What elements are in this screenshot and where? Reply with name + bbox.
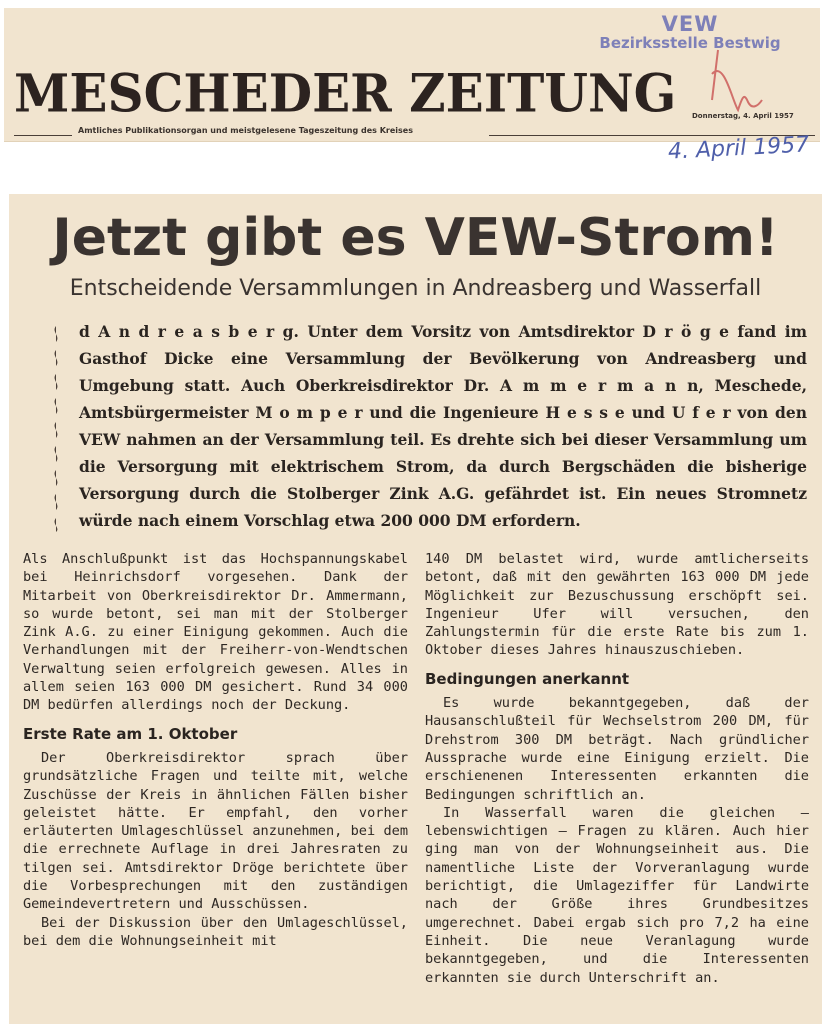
stamp-office: Bezirksstelle Bestwig	[599, 34, 781, 52]
article-headline: Jetzt gibt es VEW-Strom!	[52, 208, 779, 268]
issue-date: Donnerstag, 4. April 1957	[692, 112, 794, 120]
handwritten-date: 4. April 1957	[667, 132, 810, 165]
handwritten-initials-icon	[698, 40, 778, 120]
article-column-left	[23, 550, 408, 950]
article-lead: d A n d r e a s b e r g. Unter dem Vorsitz von Amtsdirektor D r ö g e fand im Gasthof Dicke eine Versammlung der Bevölkerung von Andreasberg und Umgebung statt. Auch Oberkreisdirektor Dr. A m m e r m a n n, Meschede, Amtsbürgermeister M o m p e r und die Ingenieure H e s s e und U f e r von den VEW nahmen an der Versammlung teil. Es drehte sich bei dieser Versammlung um die Versorgung mit elektrischem Strom, da durch Bergschäden die bisherige Versorgung durch die Stolberger Zink A.G. gefährdet ist. Ein neues Stromnetz würde nach einem Vorschlag etwa 200 000 DM erfordern.	[79, 322, 807, 530]
stamp-org: VEW	[661, 12, 719, 36]
paragraph: Als Anschlußpunkt ist das Hochspannungskabel bei Heinrichsdorf vorgesehen. Dank der Mitarbeit von Oberkreisdirektor Dr. Ammermann, so wurde betont, sei man mit der Stolberger Zink A.G. zu einer Einigung gekommen. Auch die Verhandlungen mit der Freiherr-von-Wendtschen Verwaltung seien erfolgreich gewesen. Alles in allem seien 163 000 DM gesichert. Rund 34 000 DM bedürfen allerdings noch der Deckung.	[23, 551, 408, 714]
paragraph: Bei der Diskussion über den Umlageschlüssel, bei dem die Wohnungseinheit mit	[23, 914, 408, 949]
paragraph: In Wasserfall waren die gleichen — lebenswichtigen — Fragen zu klären. Auch hier ging man von der Wohnungseinheit aus. Die namentliche Liste der Vorveranlagung wurde berichtigt, die Umlageziffer für Landwirte nach der Größe ihres Grundbesitzes umgerechnet. Dabei ergab sich pro 7,2 ha eine Einheit. Die neue Veranlagung wurde bekanntgegeben, und die Interessenten erkannten sie durch Unterschrift an.	[425, 804, 809, 986]
section-heading: Erste Rate am 1. Oktober	[23, 724, 238, 743]
ornament-border-icon	[49, 324, 63, 534]
paragraph: Es wurde bekanntgegeben, daß der Hausanschlußteil für Wechselstrom 200 DM, für Drehstrom 300 DM beträgt. Nach gründlicher Aussprache wurde eine Einigung erzielt. Die erschienenen Interessenten erkannten die Bedingungen schriftlich an.	[425, 695, 809, 803]
newspaper-title: MESCHEDER ZEITUNG	[14, 62, 677, 124]
paragraph: Der Oberkreisdirektor sprach über grundsätzliche Fragen und teilte mit, welche Zuschüsse der Kreis in ähnlichen Fällen bisher geleistet hätte. Er empfahl, den vorher erläuterten Umlageschlüssel anzunehmen, bei dem die errechnete Auflage in drei Jahresraten zu tilgen sei. Amtsdirektor Dröge berichtete über die Vorbesprechungen mit den zuständigen Gemeindevertretern und Ausschüssen.	[23, 749, 408, 913]
article-subheadline: Entscheidende Versammlungen in Andreasberg und Wasserfall	[69, 276, 762, 301]
article-clipping	[9, 194, 822, 1024]
masthead-rule-left	[14, 135, 72, 136]
newspaper-subtitle: Amtliches Publikationsorgan und meistgelesene Tageszeitung des Kreises	[78, 126, 413, 135]
article-column-right	[425, 550, 809, 987]
section-heading: Bedingungen anerkannt	[425, 669, 630, 688]
paragraph: 140 DM belastet wird, wurde amtlicherseits betont, daß mit den gewährten 163 000 DM jede Möglichkeit zur Bezuschussung erschöpft sei. Ingenieur Ufer will versuchen, den Zahlungstermin für die erste Rate bis zum 1. Oktober dieses Jahres hinauszuschieben.	[425, 551, 809, 659]
